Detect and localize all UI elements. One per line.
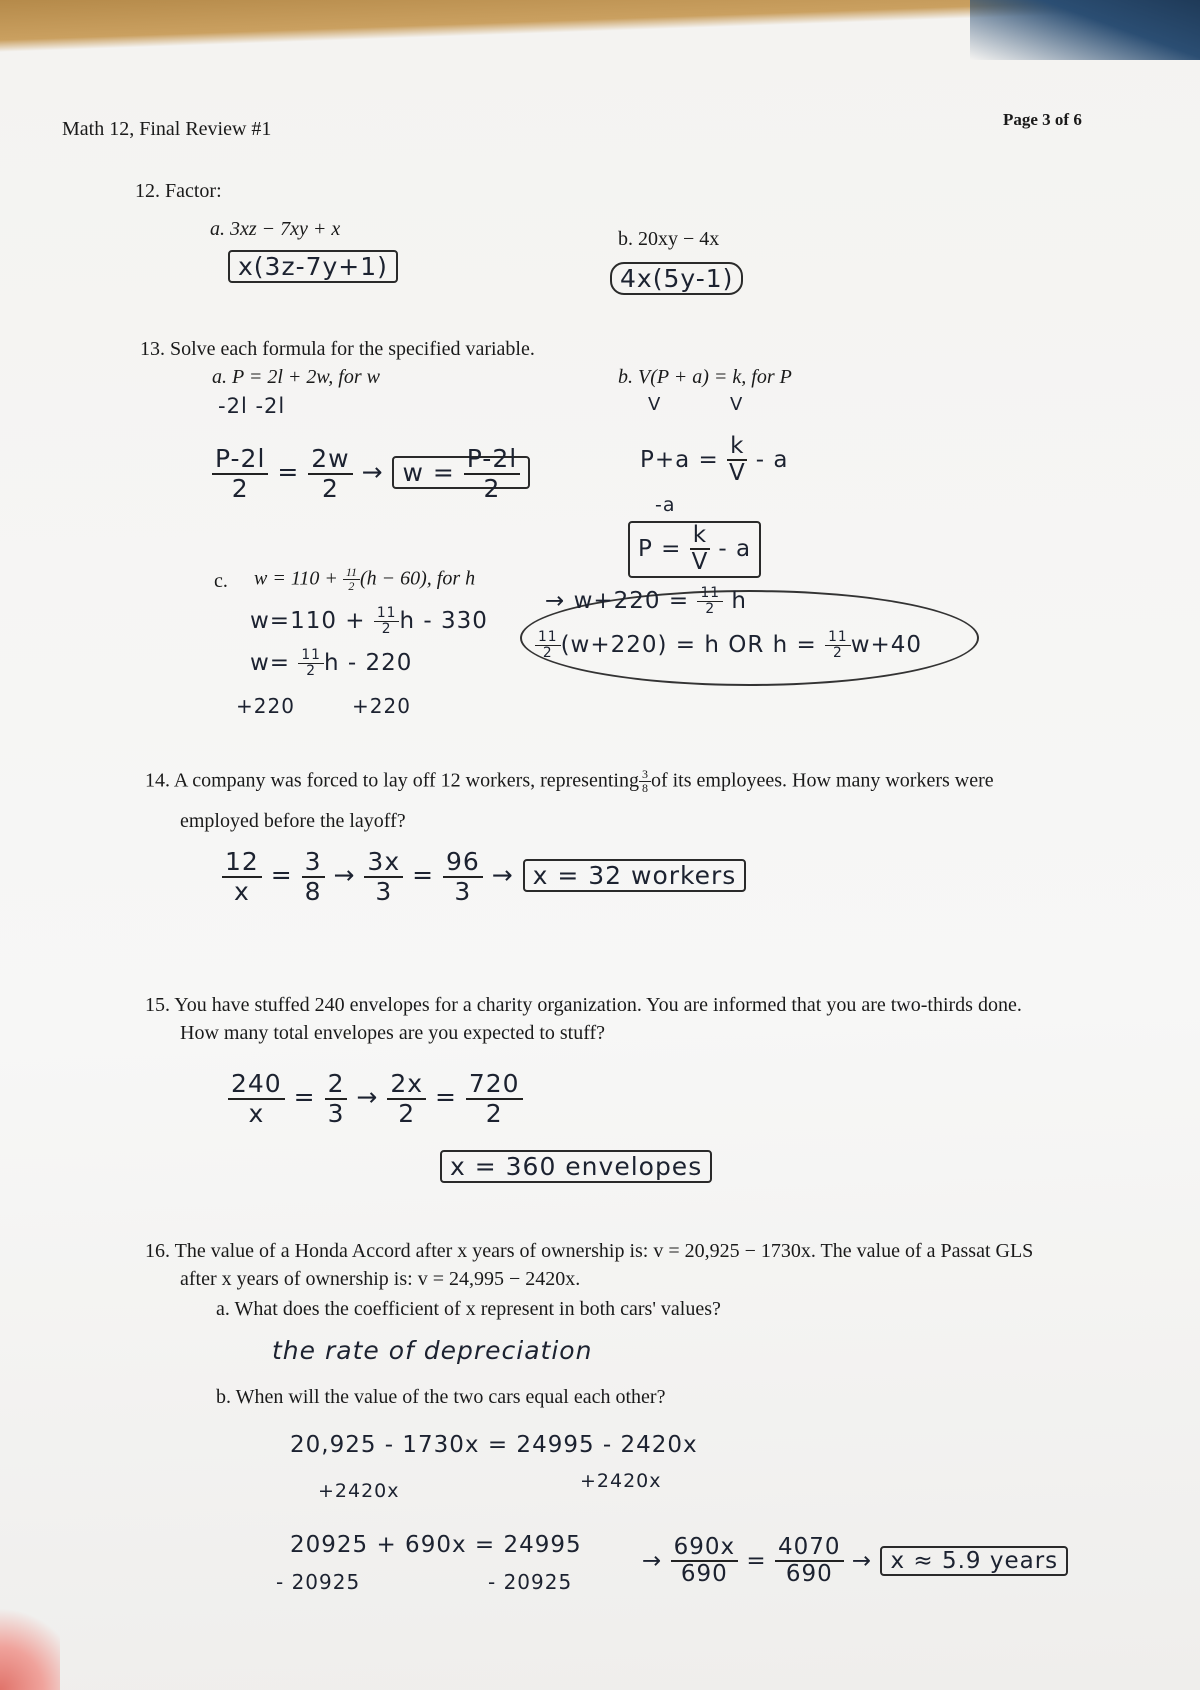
- numerator: 12: [222, 848, 262, 878]
- q15-work: $\frac{240}{x}$ = $\frac{2}{3}$ → $\frac{2x}{2}$ = $\frac{720}{2}$: [228, 1070, 523, 1127]
- denominator: 8: [641, 781, 648, 796]
- denominator: 2: [381, 621, 392, 638]
- text: h - 330: [399, 608, 488, 635]
- denominator: 690: [785, 1561, 833, 1588]
- numerator: 11: [697, 586, 723, 602]
- text: w=110 +: [250, 608, 366, 635]
- q13b-divisor-left: V: [648, 394, 662, 415]
- denominator: x: [234, 876, 250, 906]
- q16b-question: b. When will the value of the two cars equal each other?: [216, 1386, 666, 1408]
- q13-prompt: 13. Solve each formula for the specified variable.: [140, 338, 535, 360]
- q13b-problem: b. V(P + a) = k, for P: [618, 366, 792, 388]
- q13b-divisor-right: V: [730, 394, 744, 415]
- arrow-icon: →: [642, 1547, 663, 1574]
- q16b-step3: 20925 + 690x = 24995: [290, 1532, 582, 1558]
- denominator: 8: [304, 876, 322, 906]
- q14-line1: [145, 768, 994, 795]
- q12a-problem: a. 3xz − 7xy + x: [210, 218, 341, 240]
- q16b-step2-left: +2420x: [318, 1480, 400, 1502]
- denominator: 2: [542, 645, 553, 662]
- lhs: P+a =: [640, 446, 719, 473]
- q12a-answer: x(3z-7y+1): [228, 250, 398, 283]
- numerator: 3x: [364, 848, 403, 878]
- numerator: 11: [343, 566, 360, 580]
- denominator: 2: [483, 473, 501, 503]
- arrow-icon: →: [333, 860, 356, 890]
- q16a-question: a. What does the coefficient of x represent in both cars' values?: [216, 1298, 721, 1320]
- denominator: 2: [231, 473, 249, 503]
- text: w=: [250, 650, 291, 677]
- arrow-icon: →: [491, 860, 514, 890]
- q15-answer: x = 360 envelopes: [440, 1150, 712, 1183]
- q13a-answer: [392, 444, 530, 503]
- denominator: 2: [833, 645, 843, 662]
- q16b-step4-left: - 20925: [276, 1570, 361, 1594]
- q16b-step1: 20,925 - 1730x = 24995 - 2420x: [290, 1432, 698, 1458]
- problem-lhs: w = 110 +: [254, 567, 338, 590]
- numerator: k: [727, 434, 747, 461]
- denominator: V: [691, 549, 709, 576]
- numerator: 4070: [775, 1535, 844, 1562]
- q16b-answer: x ≈ 5.9 years: [880, 1546, 1068, 1576]
- denominator: 690: [680, 1561, 728, 1588]
- worksheet-title: Math 12, Final Review #1: [62, 118, 272, 140]
- numerator: 2: [325, 1070, 348, 1100]
- denominator: 3: [375, 876, 393, 906]
- q15-line2: How many total envelopes are you expected to stuff?: [180, 1022, 606, 1044]
- q13c-step1: [250, 606, 488, 637]
- minus-a: - a: [755, 446, 789, 473]
- page-number: Page 3 of 6: [1003, 110, 1082, 129]
- q16-line1: 16. The value of a Honda Accord after x years of ownership is: v = 20,925 − 1730x. The value of a Passat GLS: [145, 1240, 1034, 1262]
- background-corner: [970, 0, 1200, 60]
- denominator: 2: [485, 1098, 503, 1128]
- q16a-answer: the rate of depreciation: [272, 1336, 593, 1365]
- numerator: 2x: [387, 1070, 426, 1100]
- q13b-subtract: -a: [655, 494, 676, 516]
- q12b-answer: 4x(5y-1): [610, 262, 743, 295]
- q16-line2: after x years of ownership is: v = 24,995 − 2420x.: [180, 1268, 581, 1290]
- arrow-icon: →: [851, 1547, 873, 1574]
- equals: =: [277, 457, 300, 487]
- numerator: 3: [639, 768, 651, 782]
- numerator: 11: [374, 606, 400, 622]
- q13c-answer: [535, 630, 922, 661]
- denominator: 3: [454, 876, 472, 906]
- numerator: 3: [302, 848, 325, 878]
- denominator: 2: [705, 601, 716, 618]
- denominator: V: [728, 460, 746, 487]
- numerator: 11: [535, 630, 561, 646]
- numerator: P-2l: [212, 445, 268, 475]
- denominator: 2: [306, 663, 317, 680]
- q13c-label: c.: [214, 570, 228, 592]
- numerator: 96: [443, 848, 483, 878]
- q16b-final: → $\frac{690x}{690}$ = $\frac{4070}{690}$ → x ≈ 5.9 years: [642, 1535, 1068, 1588]
- q14-answer: x = 32 workers: [523, 859, 747, 892]
- q14-work: $\frac{12}{x}$ = $\frac{3}{8}$ → $\frac{3x}{3}$ = $\frac{96}{3}$ → x = 32 workers: [222, 848, 746, 905]
- numerator: 11: [298, 648, 324, 664]
- arrow-icon: →: [356, 1082, 379, 1112]
- text: → w+220 =: [545, 588, 690, 615]
- q12b-problem: b. 20xy − 4x: [618, 228, 720, 250]
- q13c-right-step1: [545, 586, 747, 617]
- numerator: 11: [825, 630, 851, 646]
- denominator: 2: [321, 473, 339, 503]
- denominator: 2: [398, 1098, 416, 1128]
- q13c-step3b: +220: [352, 694, 411, 718]
- q16b-step4-right: - 20925: [488, 1570, 573, 1594]
- q13a-problem: a. P = 2l + 2w, for w: [212, 366, 380, 388]
- q14-line2: employed before the layoff?: [180, 810, 406, 832]
- denominator: x: [248, 1098, 265, 1128]
- text: (w+220) = h OR h =: [560, 632, 817, 659]
- text: h - 220: [323, 650, 413, 677]
- text: 14. A company was forced to lay off 12 workers, representing: [145, 769, 639, 792]
- answer-lhs: P =: [638, 535, 682, 562]
- problem-rest: (h − 60), for h: [359, 567, 476, 590]
- text: h: [731, 588, 747, 615]
- numerator: P-2l: [464, 445, 520, 475]
- q15-line1: 15. You have stuffed 240 envelopes for a charity organization. You are informed that you are two-thirds done.: [145, 994, 1022, 1016]
- q13c-step3a: +220: [236, 694, 295, 718]
- numerator: 720: [466, 1070, 523, 1100]
- q13c-problem: [254, 566, 475, 593]
- q13b-step1: [640, 434, 789, 487]
- numerator: 2w: [308, 445, 352, 475]
- answer-rhs: - a: [718, 535, 752, 562]
- numerator: k: [690, 523, 710, 550]
- q13a-step2: [212, 445, 530, 502]
- numerator: 690x: [671, 1535, 739, 1562]
- q12-prompt: 12. Factor:: [135, 180, 222, 202]
- q13c-step2: [250, 648, 412, 679]
- arrow-icon: →: [361, 457, 384, 487]
- answer-lhs: w =: [402, 457, 455, 487]
- denominator: 3: [327, 1098, 345, 1128]
- denominator: 2: [348, 579, 355, 594]
- q13a-step1: -2l -2l: [218, 394, 286, 418]
- text: w+40: [850, 632, 923, 659]
- q16b-step2-right: +2420x: [580, 1470, 662, 1492]
- text: of its employees. How many workers were: [650, 769, 994, 792]
- q13b-answer: [628, 521, 761, 578]
- numerator: 240: [228, 1070, 285, 1100]
- background-corner-red: [0, 1600, 60, 1690]
